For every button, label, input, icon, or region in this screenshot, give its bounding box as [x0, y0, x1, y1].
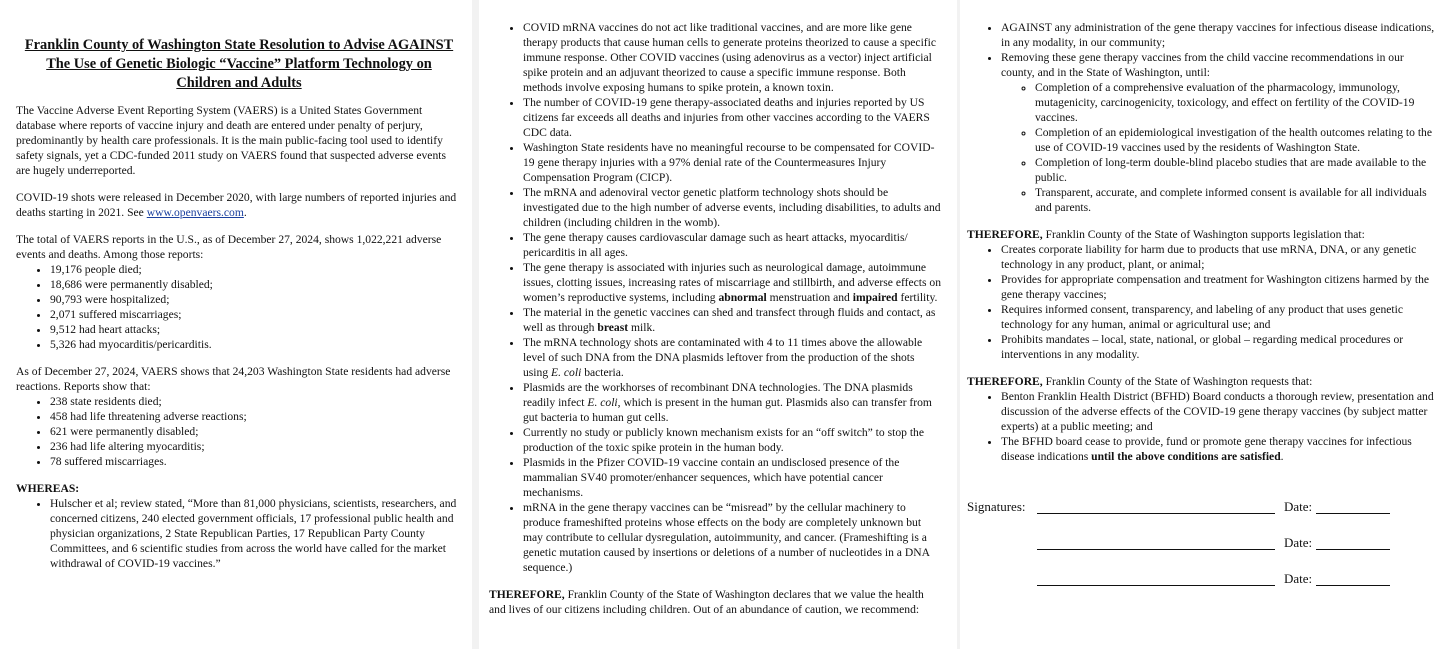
recommendations-list: [967, 20, 1436, 215]
list-item: • The mRNA and adenoviral vector genetic platform technology shots should be investigated due to the high number of adverse events, including disabilities, to adults and children (including children in the womb).: [523, 185, 941, 230]
list-item: • 19,176 people died;: [50, 262, 462, 277]
list-item: • Benton Franklin Health District (BFHD) Board conducts a thorough review, presentation and discussion of the adverse effects of the COVID-19 gene therapy vaccines (by subject matter experts) at a public meeting; and: [1001, 389, 1436, 434]
list-item: • Requires informed consent, transparency, and labeling of any product that uses genetic technology for any human, animal or agricultural use; and: [1001, 302, 1436, 332]
finding-bold-text: abnormal: [718, 291, 767, 304]
findings-list: [489, 20, 941, 575]
request-text: .: [1280, 450, 1284, 463]
legislation-list: [967, 242, 1436, 362]
us-total-paragraph: The total of VAERS reports in the U.S., as of December 27, 2024, shows 1,022,221 adverse events and deaths. Among those reports:: [16, 233, 442, 261]
list-item: [523, 260, 941, 305]
finding-italic-text: E. coli: [551, 366, 582, 379]
list-item: • 90,793 were hospitalized;: [50, 292, 462, 307]
whereas-heading: WHEREAS:: [16, 482, 80, 495]
date-line[interactable]: [1316, 499, 1390, 514]
signature-line[interactable]: [1037, 535, 1275, 550]
therefore-paragraph: [489, 587, 941, 617]
list-item: [523, 305, 941, 335]
list-item: • 9,512 had heart attacks;: [50, 322, 462, 337]
list-item: [1001, 434, 1436, 464]
finding-text: The mRNA technology shots are contaminated with 4 to 11 times above the allowable level of such DNA from the DNA plasmids leftover from the production of the shots using: [523, 336, 923, 379]
signature-row: [967, 550, 1436, 586]
finding-text: The material in the genetic vaccines can shed and transfect through fluids and contact, as well as through: [523, 306, 936, 334]
list-item: ◦ Transparent, accurate, and complete informed consent is available for all individuals and parents.: [1035, 185, 1436, 215]
list-item: • Washington State residents have no meaningful recourse to be compensated for COVID-19 gene therapy injuries with a 97% denial rate of the Countermeasures Injury Compensation Program (CICP).: [523, 140, 941, 185]
list-item: • Creates corporate liability for harm due to products that use mRNA, DNA, or any genetic technology in any product, plant, or animal;: [1001, 242, 1436, 272]
date-line[interactable]: [1316, 571, 1390, 586]
document-page-3: [960, 0, 1456, 649]
therefore-text: Franklin County of the State of Washington declares that we value the health and lives of our citizens including children. Out of an abundance of caution, we recommend:: [489, 588, 924, 616]
list-item: [523, 335, 941, 380]
list-item: • COVID mRNA vaccines do not act like traditional vaccines, and are more like gene therapy products that cause human cells to generate proteins theorized to cause a specific immune response. Other COVID vaccines (using adenovirus as a vector) inject artificial spike protein and an adjuvant theorized to cause a specific immune response. Both methods involve exposing humans to spike protein, a known toxin.: [523, 20, 941, 95]
list-item: • mRNA in the gene therapy vaccines can be “misread” by the cellular machinery to produce frameshifted proteins whose effects on the body are completely unknown but may contribute to cellular dysregulation, autoimmunity, and cancer. (Frameshifting is a genetic mutation caused by insertions or deletions of a number of nucleotides in a DNA sequence.): [523, 500, 941, 575]
therefore-label: THEREFORE,: [967, 228, 1043, 241]
list-item: [523, 380, 941, 425]
request-text: The BFHD board cease to provide, fund or promote gene therapy vaccines for infectious disease indications: [1001, 435, 1412, 463]
whereas-list: [16, 496, 462, 571]
list-item: • 458 had life threatening adverse reactions;: [50, 409, 462, 424]
page-divider-left: [472, 0, 479, 649]
list-item: • 236 had life altering myocarditis;: [50, 439, 462, 454]
list-item: • 238 state residents died;: [50, 394, 462, 409]
us-stats-list: [16, 262, 462, 352]
covid-release-paragraph: [16, 190, 462, 220]
requests-list: [967, 389, 1436, 464]
finding-bold-text: impaired: [852, 291, 898, 304]
openvaers-link[interactable]: www.openvaers.com: [146, 206, 244, 219]
wa-stats-list: [16, 394, 462, 469]
finding-text: milk.: [628, 321, 656, 334]
list-item: • Prohibits mandates – local, state, national, or global – regarding medical procedures or interventions in any modality.: [1001, 332, 1436, 362]
covid-release-text: COVID-19 shots were released in December 2020, with large numbers of reported injuries and deaths starting in 2021. See: [16, 191, 457, 219]
therefore-text: Franklin County of the State of Washington supports legislation that:: [1042, 228, 1365, 241]
date-label: Date:: [1284, 571, 1313, 586]
list-item: • Provides for appropriate compensation and treatment for Washington citizens harmed by the gene therapy vaccines;: [1001, 272, 1436, 302]
signature-row: [967, 514, 1436, 550]
document-page-2: [479, 0, 957, 649]
therefore-text: Franklin County of the State of Washington requests that:: [1042, 375, 1313, 388]
list-item: ◦ Completion of an epidemiological investigation of the health outcomes relating to the use of COVID-19 vaccines used by the residents of Washington State.: [1035, 125, 1436, 155]
covid-release-end: .: [243, 206, 247, 219]
list-item: • 5,326 had myocarditis/pericarditis.: [50, 337, 462, 352]
signatures-label: Signatures:: [967, 499, 1026, 514]
list-item: • Plasmids in the Pfizer COVID-19 vaccine contain an undisclosed presence of the mammalian SV40 promoter/enhancer sequences, which have potential cancer mechanisms.: [523, 455, 941, 500]
wa-intro-paragraph: As of December 27, 2024, VAERS shows that 24,203 Washington State residents had adverse reactions. Reports show that:: [16, 365, 451, 393]
therefore-label: THEREFORE,: [967, 375, 1043, 388]
request-bold-text: until the above conditions are satisfied: [1091, 450, 1281, 463]
list-item: ◦ Completion of a comprehensive evaluation of the pharmacology, immunology, mutagenicity, carcinogenicity, toxicology, and effect on fertility of the COVID-19 vaccines.: [1035, 80, 1436, 125]
until-conditions-list: [1001, 80, 1436, 215]
vaers-intro-paragraph: The Vaccine Adverse Event Reporting System (VAERS) is a United States Government database where reports of vaccine injury and death are entered under penalty of perjury, predominantly by health care professionals. It is the main public-facing tool used to identify safety signals, yet a CDC-funded 2011 study on VAERS found that suspected adverse events are hugely underreported.: [16, 104, 446, 177]
finding-text: The gene therapy is associated with injuries such as neurological damage, autoimmune issues, clotting issues, increasing rates of miscarriage and stillbirth, and adverse effects on women’s reproductive systems, including: [523, 261, 942, 304]
list-item: [1001, 50, 1436, 215]
therefore-label: THEREFORE,: [489, 588, 565, 601]
list-item: • Currently no study or publicly known mechanism exists for an “off switch” to stop the production of the toxic spike protein in the human body.: [523, 425, 941, 455]
signature-block: [967, 478, 1436, 586]
list-item: • 18,686 were permanently disabled;: [50, 277, 462, 292]
list-item: • AGAINST any administration of the gene therapy vaccines for infectious disease indications, in any modality, in our community;: [1001, 20, 1436, 50]
list-item: • Hulscher et al; review stated, “More than 81,000 physicians, scientists, researchers, and concerned citizens, 240 elected government officials, 17 professional public health and physician organizations, 2 State Republican Parties, 17 Republican Party County Committees, and 6 scientific studies from across the world have called for the market withdrawal of COVID-19 vaccines.”: [50, 496, 462, 571]
finding-text: bacteria.: [581, 366, 624, 379]
signature-line[interactable]: [1037, 499, 1275, 514]
therefore-legislation-paragraph: [967, 227, 1436, 242]
list-item: • The gene therapy causes cardiovascular damage such as heart attacks, myocarditis/ pericarditis in all ages.: [523, 230, 941, 260]
list-item: • 621 were permanently disabled;: [50, 424, 462, 439]
list-item: • 78 suffered miscarriages.: [50, 454, 462, 469]
document-title: Franklin County of Washington State Resolution to Advise AGAINST The Use of Genetic Biologic “Vaccine” Platform Technology on Children and Adults: [24, 37, 454, 91]
finding-text: menstruation and: [766, 291, 853, 304]
signature-row: [967, 478, 1436, 514]
date-label: Date:: [1284, 535, 1313, 550]
date-label: Date:: [1284, 499, 1313, 514]
list-item-text: Removing these gene therapy vaccines from the child vaccine recommendations in our county, and in the State of Washington, until:: [1001, 51, 1404, 79]
finding-text: Plasmids are the workhorses of recombinant DNA technologies. The DNA plasmids readily infect: [523, 381, 913, 409]
list-item: • The number of COVID-19 gene therapy-associated deaths and injuries reported by US citizens far exceeds all deaths and injuries from other vaccines according to the VAERS CDC data.: [523, 95, 941, 140]
document-page-1: [0, 0, 472, 649]
finding-text: fertility.: [897, 291, 938, 304]
list-item: • 2,071 suffered miscarriages;: [50, 307, 462, 322]
date-line[interactable]: [1316, 535, 1390, 550]
therefore-requests-paragraph: [967, 374, 1436, 389]
list-item: ◦ Completion of long-term double-blind placebo studies that are made available to the public.: [1035, 155, 1436, 185]
signature-line[interactable]: [1037, 571, 1275, 586]
finding-text: , which is present in the human gut. Plasmids also can transfer from gut bacteria to human gut cells.: [523, 396, 932, 424]
finding-italic-text: E. coli: [587, 396, 618, 409]
finding-bold-text: breast: [597, 321, 629, 334]
